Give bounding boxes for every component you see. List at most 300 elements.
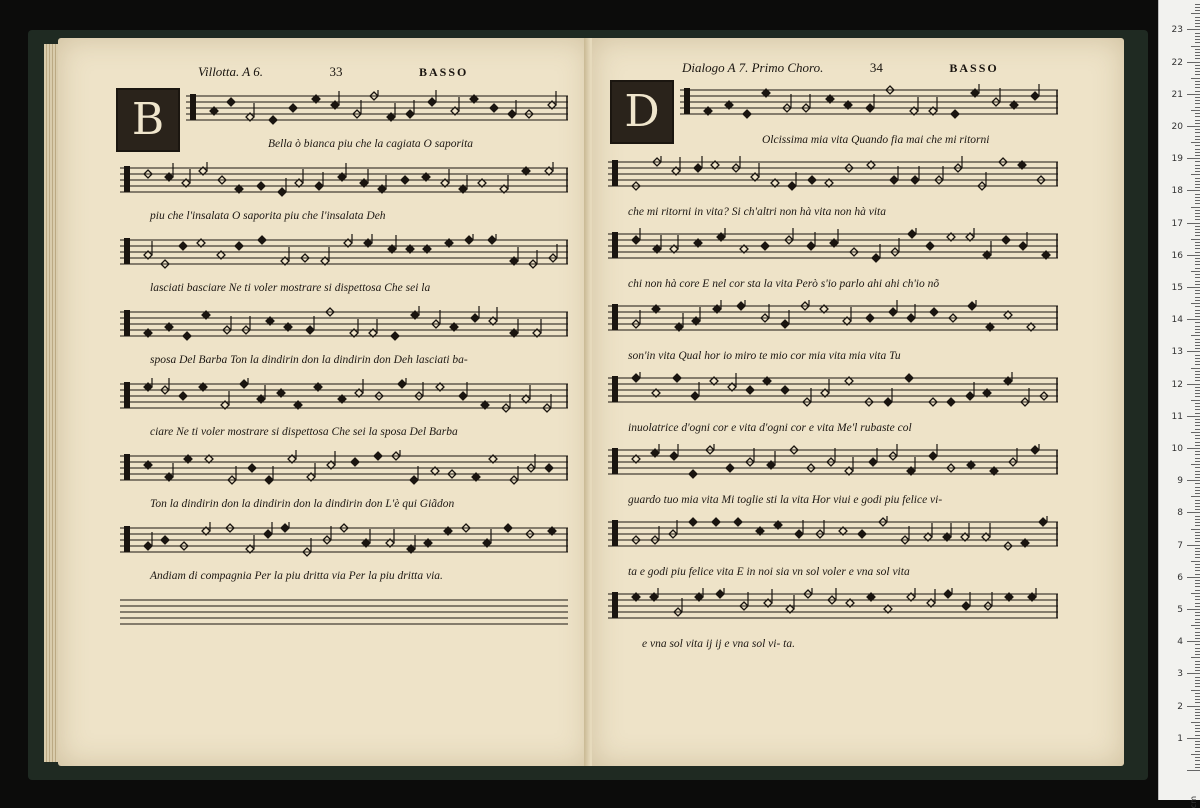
ruler-tick <box>1191 271 1200 272</box>
ruler-tick <box>1195 197 1200 198</box>
ruler-tick <box>1187 126 1200 127</box>
ruler-tick <box>1195 297 1200 298</box>
ruler-cm-label: 8 <box>1177 508 1183 519</box>
ruler-tick <box>1191 13 1200 14</box>
ruler-tick <box>1187 223 1200 224</box>
ruler-tick <box>1195 435 1200 436</box>
ruler-tick <box>1195 332 1200 333</box>
ruler-tick <box>1195 548 1200 549</box>
ruler-cm-label: 17 <box>1171 218 1183 229</box>
ruler-tick <box>1195 178 1200 179</box>
ruler-tick <box>1195 413 1200 414</box>
ruler-tick <box>1195 358 1200 359</box>
ruler-tick <box>1195 42 1200 43</box>
ruler-tick <box>1195 10 1200 11</box>
left-voice-label: BASSO <box>419 65 469 79</box>
ruler-tick <box>1187 480 1200 481</box>
ruler-tick <box>1195 116 1200 117</box>
ruler-tick <box>1195 715 1200 716</box>
ruler-tick <box>1187 738 1200 739</box>
ruler-tick <box>1195 728 1200 729</box>
ruler-tick <box>1191 142 1200 143</box>
ruler-tick <box>1195 500 1200 501</box>
ruler-tick <box>1195 393 1200 394</box>
right-lyric-line-1: Olcissima mia vita Quando fia mai che mi ritorni <box>762 134 990 146</box>
ruler-tick <box>1195 686 1200 687</box>
ruler-tick <box>1195 458 1200 459</box>
right-staff-2 <box>608 156 1058 196</box>
ruler-tick <box>1195 606 1200 607</box>
ruler-tick <box>1195 467 1200 468</box>
ruler-cm-label: 22 <box>1171 57 1183 68</box>
right-staff-8 <box>608 588 1058 628</box>
ruler-tick <box>1187 770 1200 771</box>
ruler-cm-label: 6 <box>1177 572 1183 583</box>
ruler-tick <box>1195 345 1200 346</box>
ruler-tick <box>1195 567 1200 568</box>
ruler-cm-label: 21 <box>1171 89 1183 100</box>
ruler-tick <box>1187 609 1200 610</box>
ruler-tick <box>1195 712 1200 713</box>
ruler-tick <box>1195 680 1200 681</box>
ruler-tick <box>1195 23 1200 24</box>
ruler-tick <box>1195 635 1200 636</box>
ruler-tick <box>1191 464 1200 465</box>
ruler-tick <box>1195 644 1200 645</box>
ruler-tick <box>1187 512 1200 513</box>
right-voice-label: BASSO <box>949 61 999 75</box>
ruler-tick <box>1195 661 1200 662</box>
ruler-tick <box>1195 274 1200 275</box>
ruler-tick <box>1195 322 1200 323</box>
ruler-tick <box>1195 667 1200 668</box>
ruler-tick <box>1195 718 1200 719</box>
ruler-tick <box>1195 390 1200 391</box>
ruler-tick <box>1195 586 1200 587</box>
left-lyric-line-4: sposa Del Barba Ton la dindirin don la dindirin don Deh lasciati ba- <box>150 354 468 366</box>
ruler-tick <box>1195 648 1200 649</box>
right-header-title: Dialogo A 7. Primo Choro. <box>682 60 824 75</box>
ruler-tick <box>1195 628 1200 629</box>
ruler-tick <box>1195 461 1200 462</box>
ruler-tick <box>1191 690 1200 691</box>
ruler-tick <box>1195 58 1200 59</box>
ruler-tick <box>1195 438 1200 439</box>
ruler-tick <box>1195 248 1200 249</box>
ruler-tick <box>1195 471 1200 472</box>
ruler-tick <box>1195 184 1200 185</box>
ruler-cm-label: 14 <box>1171 315 1183 326</box>
left-lyric-line-3: lasciati basciare Ne ti voler mostrare si dispettosa Che sei la <box>150 282 431 294</box>
ruler-cm-label: 16 <box>1171 250 1183 261</box>
ruler-tick <box>1195 651 1200 652</box>
ruler-tick <box>1195 396 1200 397</box>
ruler-tick <box>1195 525 1200 526</box>
ruler-tick <box>1191 78 1200 79</box>
ruler-tick <box>1195 161 1200 162</box>
ruler-tick <box>1195 87 1200 88</box>
ruler-tick <box>1195 165 1200 166</box>
ruler-tick <box>1195 152 1200 153</box>
ruler-tick <box>1195 364 1200 365</box>
ruler-tick <box>1195 583 1200 584</box>
ruler-tick <box>1195 487 1200 488</box>
left-lyric-line-6: Ton la dindirin don la dindirin don la dindirin don L'è qui Giãdon <box>150 498 455 510</box>
ruler-tick <box>1195 310 1200 311</box>
ruler-tick <box>1191 625 1200 626</box>
ruler-tick <box>1195 493 1200 494</box>
ruler-tick <box>1187 94 1200 95</box>
ruler-tick <box>1195 429 1200 430</box>
right-lyric-line-3: chi non hà core E nel cor sta la vita Però s'io parlo ahi ahi ch'io nõ <box>628 278 940 290</box>
ruler-tick <box>1195 300 1200 301</box>
ruler-tick <box>1195 425 1200 426</box>
ruler-tick <box>1195 670 1200 671</box>
ruler-tick <box>1195 516 1200 517</box>
ruler-tick <box>1195 574 1200 575</box>
ruler-tick <box>1195 654 1200 655</box>
ruler-cm-label: 4 <box>1177 637 1183 648</box>
ruler-tick <box>1195 316 1200 317</box>
ruler-tick <box>1187 545 1200 546</box>
ruler-tick <box>1195 612 1200 613</box>
ruler-tick <box>1195 361 1200 362</box>
ruler-tick <box>1195 406 1200 407</box>
ruler-cm-label: 15 <box>1171 283 1183 293</box>
ruler-tick <box>1195 638 1200 639</box>
ruler-tick <box>1195 120 1200 121</box>
ruler-tick <box>1195 699 1200 700</box>
ruler-tick <box>1195 744 1200 745</box>
ruler-tick <box>1195 168 1200 169</box>
ruler-tick <box>1195 519 1200 520</box>
left-page-number: 33 <box>329 64 343 79</box>
ruler-cm-label: 5 <box>1177 605 1183 615</box>
ruler-tick <box>1195 339 1200 340</box>
ruler-tick <box>1191 529 1200 530</box>
ruler-tick <box>1195 232 1200 233</box>
ruler-cm-label: 9 <box>1177 476 1183 487</box>
ruler-tick <box>1195 570 1200 571</box>
decorated-initial-d: D <box>610 80 674 144</box>
ruler-tick <box>1195 557 1200 558</box>
ruler-tick <box>1195 442 1200 443</box>
right-staff-1 <box>680 84 1058 124</box>
ruler-tick <box>1195 374 1200 375</box>
ruler-tick <box>1195 55 1200 56</box>
ruler-tick <box>1195 747 1200 748</box>
ruler-tick <box>1195 107 1200 108</box>
ruler-tick <box>1195 767 1200 768</box>
ruler-cm-label: 11 <box>1171 411 1183 422</box>
ruler-tick <box>1195 113 1200 114</box>
ruler-tick <box>1195 293 1200 294</box>
ruler-tick <box>1195 100 1200 101</box>
left-staff-2 <box>120 162 568 202</box>
ruler-tick <box>1187 448 1200 449</box>
ruler-tick <box>1195 229 1200 230</box>
ruler-tick <box>1195 194 1200 195</box>
ruler-tick <box>1195 522 1200 523</box>
ruler-tick <box>1195 702 1200 703</box>
ruler-tick <box>1195 474 1200 475</box>
right-lyric-line-5: inuolatrice d'ogni cor e vita d'ogni cor e vita Me'l rubaste col <box>628 422 912 434</box>
ruler-tick <box>1195 216 1200 217</box>
ruler-tick <box>1195 554 1200 555</box>
ruler-tick <box>1195 422 1200 423</box>
ruler-tick <box>1187 158 1200 159</box>
ruler-tick <box>1195 603 1200 604</box>
ruler-tick <box>1195 219 1200 220</box>
ruler-tick <box>1195 245 1200 246</box>
ruler-tick <box>1195 599 1200 600</box>
ruler-tick <box>1195 483 1200 484</box>
ruler-tick <box>1195 541 1200 542</box>
ruler-tick <box>1195 551 1200 552</box>
ruler-tick <box>1195 284 1200 285</box>
right-staff-6 <box>608 444 1058 484</box>
ruler-tick <box>1195 49 1200 50</box>
ruler-tick <box>1195 26 1200 27</box>
ruler-tick <box>1195 36 1200 37</box>
ruler-tick <box>1195 226 1200 227</box>
ruler-tick <box>1195 725 1200 726</box>
ruler-tick <box>1195 123 1200 124</box>
ruler-tick <box>1187 641 1200 642</box>
ruler-tick <box>1195 65 1200 66</box>
ruler-tick <box>1191 335 1200 336</box>
ruler-tick <box>1195 380 1200 381</box>
ruler-tick <box>1195 268 1200 269</box>
left-lyric-line-7: Andiam di compagnia Per la piu dritta via Per la piu dritta via. <box>150 570 443 582</box>
ruler-tick <box>1195 590 1200 591</box>
ruler-tick <box>1195 52 1200 53</box>
ruler-tick <box>1195 731 1200 732</box>
right-lyric-line-6: guardo tuo mia vita Mi toglie sti la vita Hor viui e godi piu felice vi- <box>628 494 943 506</box>
left-staff-1 <box>186 90 568 130</box>
ruler-tick <box>1195 171 1200 172</box>
left-header-title: Villotta. A 6. <box>198 64 264 79</box>
ruler-tick <box>1195 252 1200 253</box>
ruler-cm-label: 19 <box>1171 154 1183 165</box>
left-staff-7 <box>120 522 568 562</box>
ruler-tick <box>1195 84 1200 85</box>
ruler-tick <box>1195 693 1200 694</box>
ruler-tick <box>1195 477 1200 478</box>
ruler-tick <box>1195 532 1200 533</box>
ruler-tick <box>1195 17 1200 18</box>
ruler-tick <box>1195 258 1200 259</box>
ruler-cm-label: 7 <box>1177 540 1183 551</box>
ruler-tick <box>1195 709 1200 710</box>
ruler-tick <box>1195 277 1200 278</box>
ruler-tick <box>1195 145 1200 146</box>
decorated-initial-b: B <box>116 88 180 152</box>
ruler-tick <box>1191 303 1200 304</box>
ruler-tick <box>1195 683 1200 684</box>
left-page-header <box>198 64 468 80</box>
ruler-tick <box>1191 657 1200 658</box>
right-page-header <box>682 60 999 76</box>
ruler-tick <box>1195 39 1200 40</box>
right-lyric-line-2: che mi ritorni in vita? Si ch'altri non hà vita non hà vita <box>628 206 886 218</box>
ruler-cm-label: 10 <box>1171 444 1183 454</box>
ruler-tick <box>1187 62 1200 63</box>
ruler-tick <box>1195 132 1200 133</box>
left-page <box>58 38 590 766</box>
ruler-tick <box>1195 490 1200 491</box>
left-staff-4 <box>120 306 568 346</box>
ruler-tick <box>1195 596 1200 597</box>
ruler-cm-label: 12 <box>1171 379 1183 390</box>
ruler-tick <box>1195 33 1200 34</box>
right-page <box>592 38 1124 766</box>
ruler-tick <box>1195 149 1200 150</box>
ruler-tick <box>1195 509 1200 510</box>
ruler-tick <box>1195 348 1200 349</box>
ruler-tick <box>1191 239 1200 240</box>
left-staff-5 <box>120 378 568 418</box>
ruler-tick <box>1195 213 1200 214</box>
right-lyric-line-7: ta e godi piu felice vita E in noi sia vn sol voler e vna sol vita <box>628 566 910 578</box>
right-staff-5 <box>608 372 1058 412</box>
ruler-tick <box>1195 419 1200 420</box>
right-staff-3 <box>608 228 1058 268</box>
ruler-tick <box>1195 387 1200 388</box>
ruler-tick <box>1191 400 1200 401</box>
ruler-tick <box>1195 751 1200 752</box>
ruler-tick <box>1195 20 1200 21</box>
ruler-cm-label: 20 <box>1171 122 1183 132</box>
ruler-tick <box>1187 673 1200 674</box>
ruler-tick <box>1195 403 1200 404</box>
ruler-tick <box>1195 326 1200 327</box>
ruler-tick <box>1195 445 1200 446</box>
right-staff-4 <box>608 300 1058 340</box>
ruler-tick <box>1187 577 1200 578</box>
ruler-tick <box>1195 760 1200 761</box>
ruler-tick <box>1195 371 1200 372</box>
ruler-tick <box>1187 416 1200 417</box>
ruler-tick <box>1195 632 1200 633</box>
ruler-tick <box>1195 622 1200 623</box>
ruler-tick <box>1195 764 1200 765</box>
ruler-tick <box>1191 207 1200 208</box>
ruler-tick <box>1191 432 1200 433</box>
ruler-tick <box>1187 384 1200 385</box>
ruler-tick <box>1191 368 1200 369</box>
ruler-tick <box>1195 97 1200 98</box>
ruler-tick <box>1195 7 1200 8</box>
ruler-tick <box>1191 754 1200 755</box>
ruler-tick <box>1195 290 1200 291</box>
ruler-tick <box>1187 29 1200 30</box>
right-lyric-line-8: e vna sol vita ij ij e vna sol vi- ta. <box>642 638 795 650</box>
ruler-tick <box>1191 561 1200 562</box>
ruler-tick <box>1195 242 1200 243</box>
ruler-tick <box>1195 71 1200 72</box>
ruler-tick <box>1195 580 1200 581</box>
ruler-tick <box>1195 103 1200 104</box>
ruler-tick <box>1195 91 1200 92</box>
ruler-cm-label: 1 <box>1177 733 1183 744</box>
ruler-tick <box>1195 535 1200 536</box>
ruler-cm-label: 3 <box>1177 669 1183 680</box>
ruler-tick <box>1191 174 1200 175</box>
ruler-tick <box>1195 210 1200 211</box>
ruler-tick <box>1195 261 1200 262</box>
ruler-tick <box>1195 377 1200 378</box>
left-staff-3 <box>120 234 568 274</box>
ruler-tick <box>1195 129 1200 130</box>
ruler-tick <box>1195 696 1200 697</box>
left-lyric-line-5: ciare Ne ti voler mostrare si dispettosa Che sei la sposa Del Barba <box>150 426 458 438</box>
ruler-tick <box>1191 722 1200 723</box>
ruler-tick <box>1195 451 1200 452</box>
ruler-tick <box>1195 235 1200 236</box>
ruler-tick <box>1195 409 1200 410</box>
ruler-cm-label: 2 <box>1177 701 1183 712</box>
ruler-tick <box>1187 255 1200 256</box>
left-staff-6 <box>120 450 568 490</box>
ruler-tick <box>1195 664 1200 665</box>
ruler-unit-label: cm <box>1189 796 1198 808</box>
ruler-cm-label: 23 <box>1171 25 1183 36</box>
ruler-tick <box>1187 706 1200 707</box>
ruler-tick <box>1195 503 1200 504</box>
ruler-tick <box>1195 355 1200 356</box>
ruler-tick <box>1187 190 1200 191</box>
ruler-tick <box>1195 281 1200 282</box>
ruler-tick <box>1195 757 1200 758</box>
ruler-tick <box>1195 619 1200 620</box>
ruler-tick <box>1191 46 1200 47</box>
ruler-tick <box>1195 313 1200 314</box>
ruler-tick <box>1187 287 1200 288</box>
ruler-tick <box>1195 454 1200 455</box>
ruler-tick <box>1195 155 1200 156</box>
left-blank-staff <box>120 594 568 634</box>
ruler-tick <box>1191 110 1200 111</box>
ruler-tick <box>1195 187 1200 188</box>
ruler-tick <box>1195 203 1200 204</box>
ruler-tick <box>1195 615 1200 616</box>
right-lyric-line-4: son'in vita Qual hor io miro te mio cor mia vita mia vita Tu <box>628 350 901 362</box>
ruler-tick <box>1195 342 1200 343</box>
ruler-tick <box>1187 351 1200 352</box>
ruler-tick <box>1195 329 1200 330</box>
ruler-tick <box>1195 81 1200 82</box>
ruler-tick <box>1195 68 1200 69</box>
ruler-tick <box>1195 200 1200 201</box>
ruler-tick <box>1195 4 1200 5</box>
ruler-tick <box>1195 74 1200 75</box>
right-staff-7 <box>608 516 1058 556</box>
ruler-tick <box>1191 496 1200 497</box>
ruler-tick <box>1195 564 1200 565</box>
ruler-cm-label: 13 <box>1171 347 1183 358</box>
ruler-tick <box>1195 538 1200 539</box>
ruler-tick <box>1195 139 1200 140</box>
measurement-ruler <box>1158 0 1200 808</box>
ruler-tick <box>1191 593 1200 594</box>
ruler-tick <box>1195 136 1200 137</box>
left-lyric-line-1: Bella ò bianca piu che la cagiata O saporita <box>268 138 474 150</box>
ruler-tick <box>1195 741 1200 742</box>
ruler-cm-label: 18 <box>1171 186 1183 197</box>
ruler-tick <box>1195 264 1200 265</box>
ruler-tick <box>1195 181 1200 182</box>
